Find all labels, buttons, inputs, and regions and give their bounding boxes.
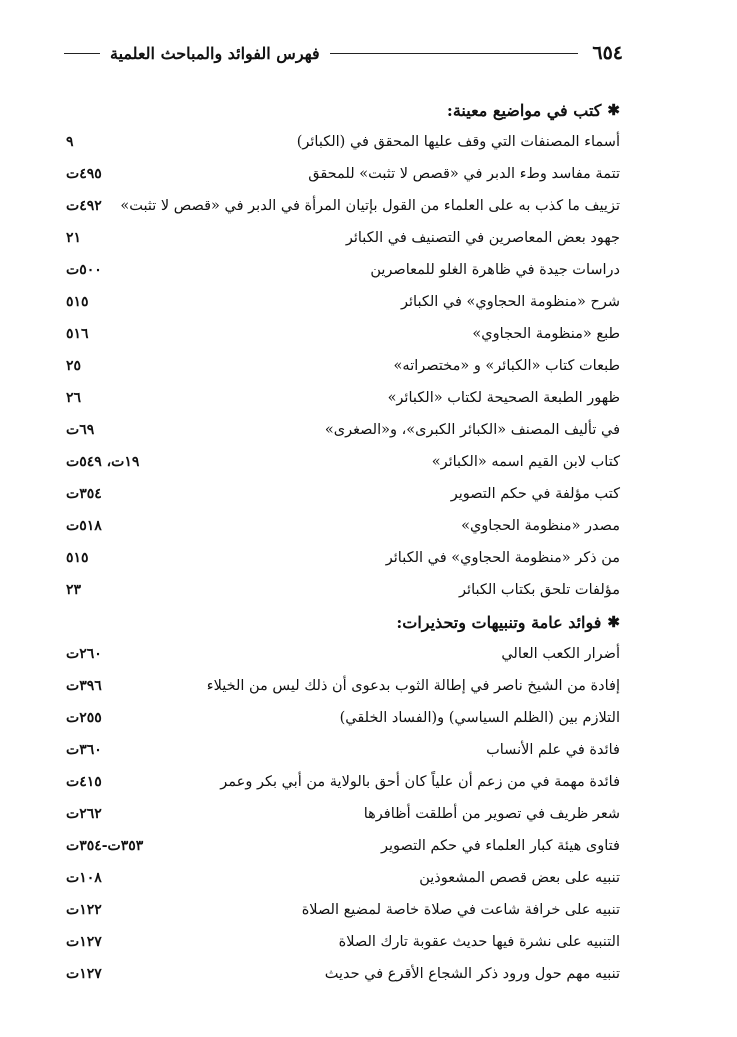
entry-text: أضرار الكعب العالي [501,646,620,662]
entry-text: تنبيه مهم حول ورود ذكر الشجاع الأقرع في حديث [324,966,620,982]
running-header [58,38,623,68]
entry-page-ref: ٥٠٠ت [66,262,102,278]
entry-page-ref: ٦٩ت [66,422,95,438]
entry-page-ref: ٢٦٠ت [66,646,102,662]
entry-text: تتمة مفاسد وطء الدبر في «قصص لا تثبت» للمحقق [308,166,620,182]
header-rule-left [64,53,100,54]
entry-page-ref: ١٩ت، ٥٤٩ت [66,454,140,470]
index-entries [66,94,620,990]
asterisk-icon: ✱ [607,613,620,631]
index-entry [66,158,620,190]
entry-text: من ذكر «منظومة الحجاوي» في الكبائر [385,550,620,566]
index-entry [66,702,620,734]
index-entry [66,958,620,990]
entry-page-ref: ٣٩٦ت [66,678,102,694]
entry-page-ref: ٢٥ [66,358,82,374]
entry-page-ref: ٢٦٢ت [66,806,102,822]
entry-page-ref: ١٢٧ت [66,966,102,982]
index-entry [66,798,620,830]
entry-text: في تأليف المصنف «الكبائر الكبرى»، و«الصغرى» [324,422,620,438]
entry-page-ref: ٢١ [66,230,82,246]
index-entry [66,926,620,958]
index-entry [66,446,620,478]
page-number: ٦٥٤ [592,42,623,64]
index-entry [66,734,620,766]
entry-text: دراسات جيدة في ظاهرة الغلو للمعاصرين [370,262,620,278]
entry-text: كتب مؤلفة في حكم التصوير [450,486,620,502]
entry-page-ref: ٣٥٤ت [66,486,102,502]
entry-page-ref: ٢٦ [66,390,82,406]
entry-page-ref: ٤٩٢ت [66,198,102,214]
header-rule-right [330,53,579,54]
index-entry [66,350,620,382]
entry-text: مصدر «منظومة الحجاوي» [461,518,620,534]
section-heading-text: كتب في مواضيع معينة: [446,100,602,120]
index-entry [66,894,620,926]
entry-text: تنبيه على بعض قصص المشعوذين [419,870,620,886]
entry-text: طبع «منظومة الحجاوي» [472,326,620,342]
index-entry [66,638,620,670]
entry-page-ref: ١٢٧ت [66,934,102,950]
entry-text: أسماء المصنفات التي وقف عليها المحقق في (الكبائر) [296,134,620,150]
entry-page-ref: ٣٥٣ت-٣٥٤ت [66,838,144,854]
index-entry [66,478,620,510]
entry-text: طبعات كتاب «الكبائر» و «مختصراته» [393,358,620,374]
index-entry [66,318,620,350]
entry-text: تنبيه على خرافة شاعت في صلاة خاصة لمضيع الصلاة [301,902,620,918]
entry-page-ref: ٩ [66,134,74,150]
entry-page-ref: ٥١٥ [66,294,89,310]
entry-page-ref: ٥١٨ت [66,518,102,534]
section-heading [66,94,620,126]
index-entry [66,254,620,286]
index-entry [66,862,620,894]
entry-page-ref: ٢٥٥ت [66,710,102,726]
entry-text: التلازم بين (الظلم السياسي) و(الفساد الخلقي) [339,710,620,726]
entry-text: التنبيه على نشرة فيها حديث عقوبة تارك الصلاة [338,934,620,950]
index-entry [66,670,620,702]
index-entry [66,190,620,222]
entry-text: جهود بعض المعاصرين في التصنيف في الكبائر [345,230,620,246]
entry-text: فائدة في علم الأنساب [486,742,620,758]
entry-text: شرح «منظومة الحجاوي» في الكبائر [401,294,620,310]
index-entry [66,382,620,414]
entry-text: مؤلفات تلحق بكتاب الكبائر [459,582,620,598]
entry-page-ref: ٥١٦ [66,326,89,342]
index-entry [66,830,620,862]
index-entry [66,286,620,318]
index-entry [66,126,620,158]
asterisk-icon: ✱ [607,101,620,119]
entry-page-ref: ٣٦٠ت [66,742,102,758]
entry-page-ref: ٤١٥ت [66,774,102,790]
entry-text: فائدة مهمة في من زعم أن علياً كان أحق بالولاية من أبي بكر وعمر [220,774,620,790]
entry-text: فتاوى هيئة كبار العلماء في حكم التصوير [380,838,620,854]
section-heading [66,606,620,638]
entry-text: تزييف ما كذب به على العلماء من القول بإتيان المرأة في الدبر في «قصص لا تثبت» [120,198,620,214]
entry-page-ref: ٤٩٥ت [66,166,102,182]
index-entry [66,574,620,606]
index-entry [66,414,620,446]
entry-text: كتاب لابن القيم اسمه «الكبائر» [431,454,620,470]
entry-page-ref: ١٠٨ت [66,870,102,886]
index-entry [66,766,620,798]
index-entry [66,222,620,254]
entry-page-ref: ١٢٢ت [66,902,102,918]
index-entry [66,542,620,574]
index-entry [66,510,620,542]
entry-page-ref: ٢٣ [66,582,82,598]
entry-text: إفادة من الشيخ ناصر في إطالة الثوب بدعوى أن ذلك ليس من الخيلاء [206,678,620,694]
header-title: فهرس الفوائد والمباحث العلمية [110,43,320,63]
entry-text: ظهور الطبعة الصحيحة لكتاب «الكبائر» [387,390,620,406]
entry-text: شعر ظريف في تصوير من أطلقت أظافرها [363,806,620,822]
entry-page-ref: ٥١٥ [66,550,89,566]
section-heading-text: فوائد عامة وتنبيهات وتحذيرات: [396,612,602,632]
